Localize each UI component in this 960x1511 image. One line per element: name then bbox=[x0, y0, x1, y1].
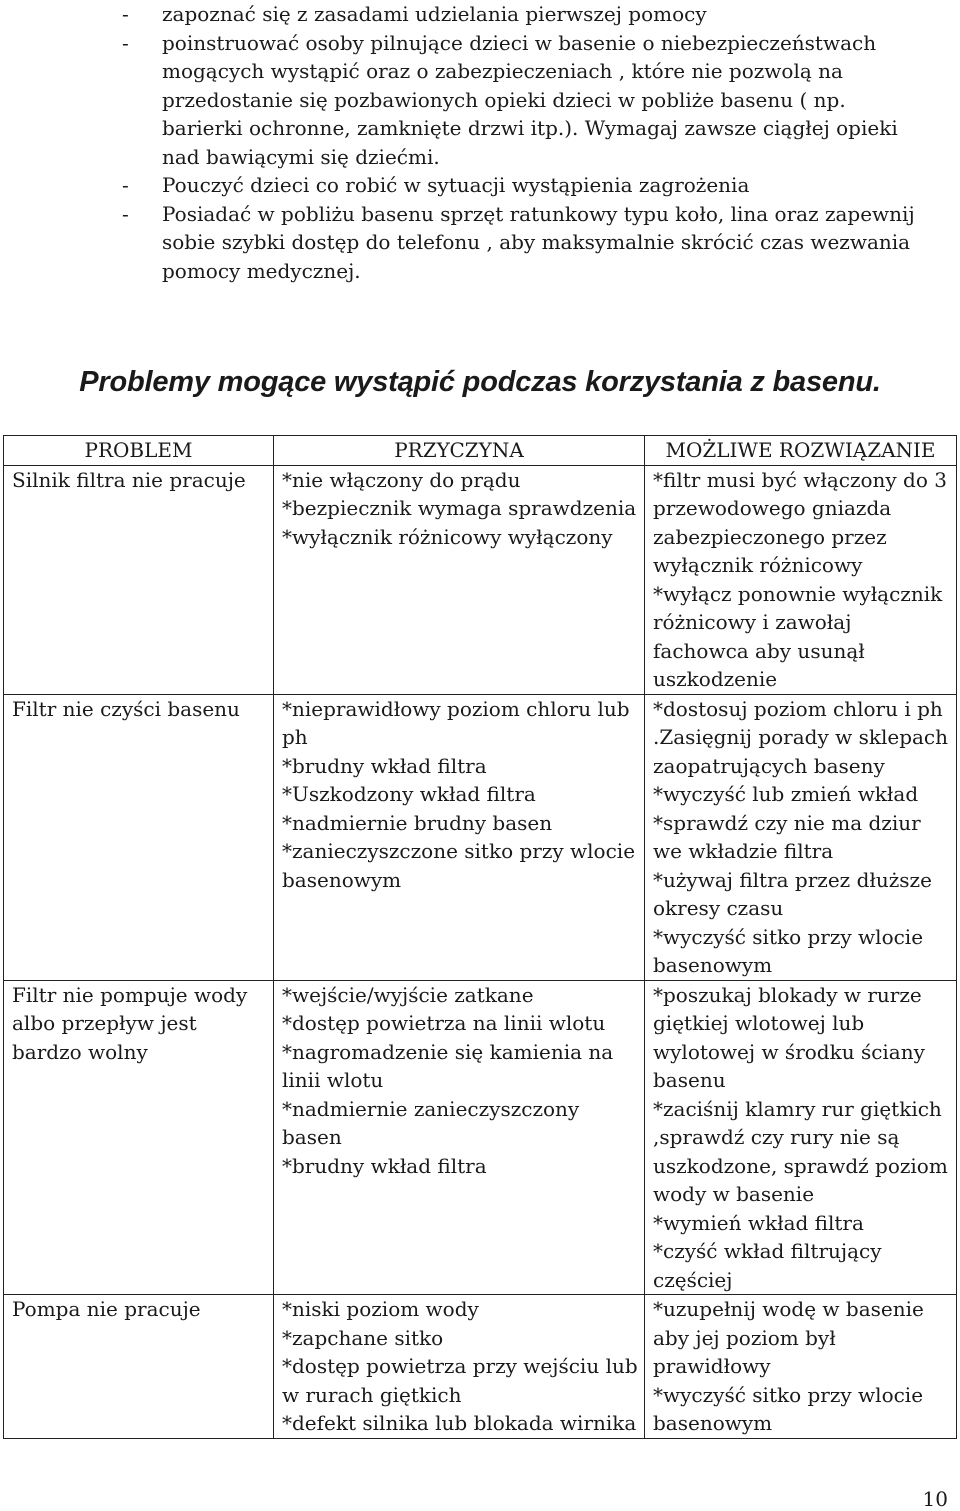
table-header-row bbox=[4, 436, 957, 466]
list-marker: - bbox=[122, 2, 129, 26]
problem-cell-line: Filtr nie czyści basenu bbox=[12, 696, 240, 721]
cause-cell-line: *brudny wkład filtra bbox=[282, 753, 487, 778]
list-item bbox=[0, 0, 960, 29]
cause-cell-line: *nadmiernie brudny basen bbox=[282, 810, 553, 835]
list-marker: - bbox=[122, 173, 129, 197]
problems-table bbox=[3, 435, 957, 1439]
solution-cell-line: *dostosuj poziom chloru i ph .Zasięgnij porady w sklepach zaopatrujących baseny bbox=[653, 696, 948, 778]
solution-cell-line: *czyść wkład filtrujący częściej bbox=[653, 1239, 882, 1292]
list-item bbox=[0, 200, 960, 286]
solution-cell-line: *używaj filtra przez dłuższe okresy czasu bbox=[653, 867, 932, 920]
table-row bbox=[4, 1295, 957, 1439]
solution-cell-line: *sprawdź czy nie ma dziur we wkładzie filtra bbox=[653, 810, 921, 863]
header-solution: MOŻLIWE ROZWIĄZANIE bbox=[645, 436, 957, 466]
list-item bbox=[0, 29, 960, 172]
table-body bbox=[4, 465, 957, 1438]
solution-cell-line: *filtr musi być włączony do 3 przewodowego gniazda zabezpieczonego przez wyłącznik różnicowy bbox=[653, 467, 947, 577]
cause-cell-line: *nie włączony do prądu bbox=[282, 467, 521, 492]
cause-cell bbox=[274, 1295, 645, 1439]
section-heading: Problemy mogące wystąpić podczas korzystania z basenu. bbox=[79, 366, 881, 398]
problem-cell bbox=[4, 694, 274, 980]
instruction-list bbox=[0, 0, 960, 285]
cause-cell bbox=[274, 980, 645, 1295]
solution-cell-line: *zaciśnij klamry rur giętkich ,sprawdź czy rury nie są uszkodzone, sprawdź poziom wody w basenie bbox=[653, 1096, 948, 1206]
solution-cell-line: *wyczyść sitko przy wlocie basenowym bbox=[653, 1382, 924, 1435]
list-item bbox=[0, 171, 960, 200]
page-number: 10 bbox=[922, 1487, 948, 1511]
cause-cell-line: *brudny wkład filtra bbox=[282, 1153, 487, 1178]
problem-cell-line: Filtr nie pompuje wody albo przepływ jest bardzo wolny bbox=[12, 982, 248, 1064]
list-item-text: Posiadać w pobliżu basenu sprzęt ratunkowy typu koło, lina oraz zapewnij sobie szybki dostęp do telefonu , aby maksymalnie skrócić czas wezwania pomocy medycznej. bbox=[162, 201, 915, 283]
list-item-text: poinstruować osoby pilnujące dzieci w basenie o niebezpieczeństwach mogących wystąpić oraz o zabezpieczeniach , które nie pozwolą na przedostanie się pozbawionych opieki dzieci w pobliże basenu ( np. barierki ochronne, zamknięte drzwi itp.). Wymagaj zawsze ciągłej opieki nad bawiącymi się dziećmi. bbox=[162, 30, 898, 169]
cause-cell-line: *zapchane sitko bbox=[282, 1325, 444, 1350]
solution-cell bbox=[645, 465, 957, 694]
cause-cell-line: *nagromadzenie się kamienia na linii wlotu bbox=[282, 1039, 614, 1092]
cause-cell bbox=[274, 694, 645, 980]
solution-cell-line: *wymień wkład filtra bbox=[653, 1210, 864, 1235]
list-item-text: zapoznać się z zasadami udzielania pierwszej pomocy bbox=[162, 2, 707, 26]
table-row bbox=[4, 980, 957, 1295]
solution-cell-line: *uzupełnij wodę w basenie aby jej poziom był prawidłowy bbox=[653, 1297, 924, 1378]
problem-cell bbox=[4, 980, 274, 1295]
solution-cell-line: *wyczyść sitko przy wlocie basenowym bbox=[653, 924, 924, 977]
problem-cell bbox=[4, 465, 274, 694]
table-row bbox=[4, 694, 957, 980]
solution-cell bbox=[645, 980, 957, 1295]
problem-cell-line: Silnik filtra nie pracuje bbox=[12, 467, 246, 492]
list-item-text: Pouczyć dzieci co robić w sytuacji wystąpienia zagrożenia bbox=[162, 173, 750, 197]
cause-cell-line: *niski poziom wody bbox=[282, 1297, 479, 1321]
problem-cell-line: Pompa nie pracuje bbox=[12, 1297, 201, 1321]
cause-cell-line: *nieprawidłowy poziom chloru lub ph bbox=[282, 696, 630, 749]
solution-cell bbox=[645, 1295, 957, 1439]
header-cause: PRZYCZYNA bbox=[274, 436, 645, 466]
cause-cell-line: *Uszkodzony wkład filtra bbox=[282, 782, 536, 806]
cause-cell bbox=[274, 465, 645, 694]
cause-cell-line: *wejście/wyjście zatkane bbox=[282, 982, 534, 1007]
cause-cell-line: *wyłącznik różnicowy wyłączony bbox=[282, 524, 613, 549]
cause-cell-line: *defekt silnika lub blokada wirnika bbox=[282, 1411, 637, 1435]
solution-cell bbox=[645, 694, 957, 980]
list-marker: - bbox=[122, 30, 129, 55]
solution-cell-line: *wyłącz ponownie wyłącznik różnicowy i zawołaj fachowca aby usunął uszkodzenie bbox=[653, 581, 943, 691]
table-row bbox=[4, 465, 957, 694]
cause-cell-line: *dostęp powietrza przy wejściu lub w rurach giętkich bbox=[282, 1354, 638, 1407]
cause-cell-line: *dostęp powietrza na linii wlotu bbox=[282, 1011, 606, 1035]
cause-cell-line: *nadmiernie zanieczyszczony basen bbox=[282, 1096, 580, 1149]
cause-cell-line: *bezpiecznik wymaga sprawdzenia bbox=[282, 496, 637, 520]
header-problem: PROBLEM bbox=[4, 436, 274, 466]
solution-cell-line: *wyczyść lub zmień wkład bbox=[653, 782, 919, 806]
list-marker: - bbox=[122, 201, 129, 226]
problem-cell bbox=[4, 1295, 274, 1439]
cause-cell-line: *zanieczyszczone sitko przy wlocie basenowym bbox=[282, 839, 636, 892]
solution-cell-line: *poszukaj blokady w rurze giętkiej wlotowej lub wylotowej w środku ściany basenu bbox=[653, 982, 925, 1092]
